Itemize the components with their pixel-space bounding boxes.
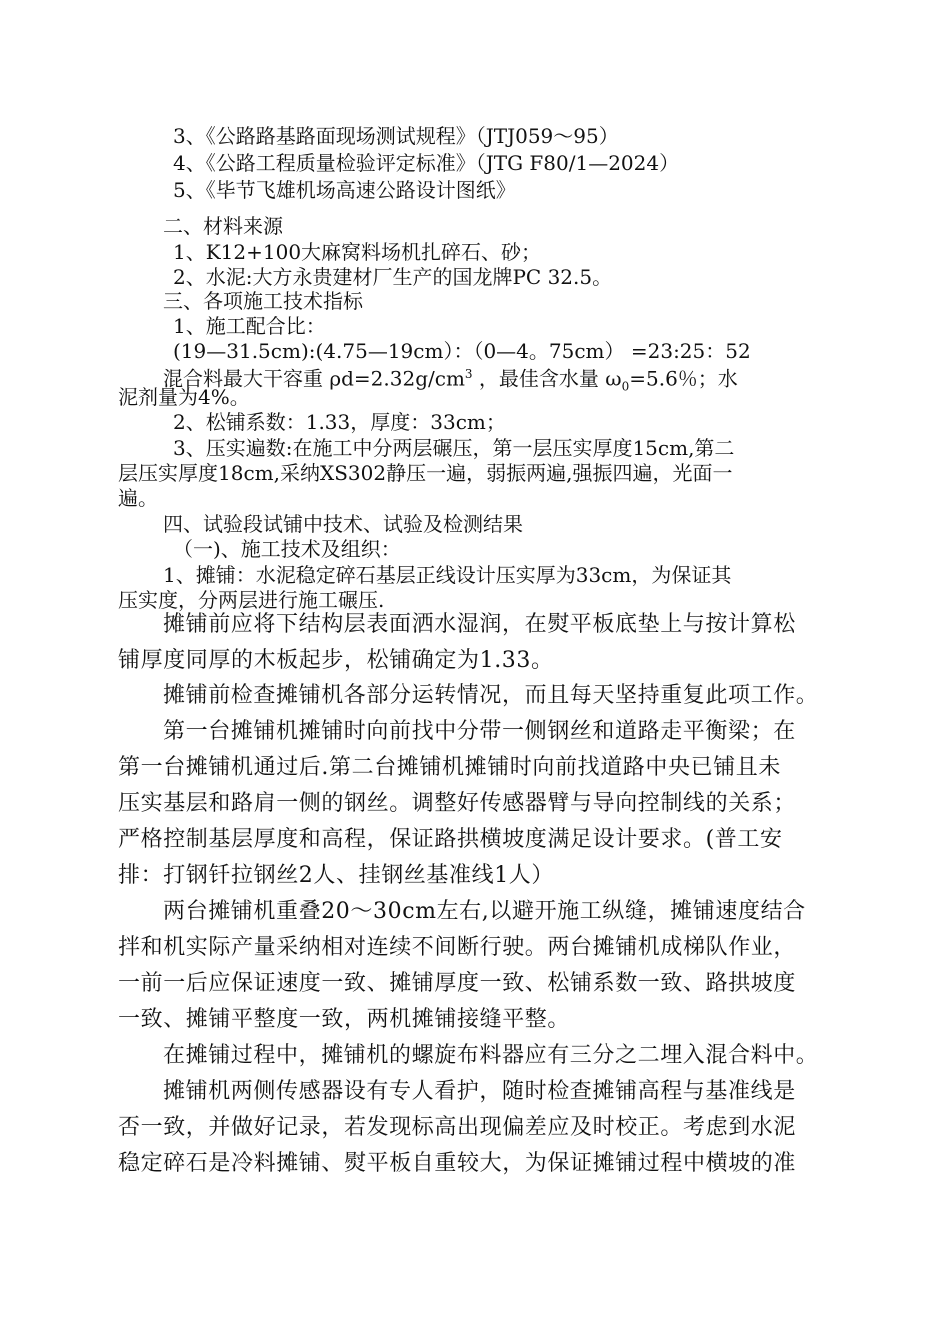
body-line: 摊铺前检查摊铺机各部分运转情况，而且每天坚持重复此项工作。 xyxy=(163,683,819,708)
mix-ratio-value: (19—31.5cm):(4.75—19cm）：（0—4。75cm） =23:25：52 xyxy=(173,339,751,363)
material-item: 1、K12+100大麻窝料场机扎碎石、砂； xyxy=(173,240,542,264)
cement-dosage-line: 泥剂量为4%。 xyxy=(118,385,250,409)
body-line: 排：打钢钎拉钢丝2人、挂钢丝基准线1人） xyxy=(118,863,554,888)
subsection-heading: （一)、施工技术及组织： xyxy=(173,537,401,561)
body-line: 摊铺机两侧传感器设有专人看护，随时检查摊铺高程与基准线是 xyxy=(163,1079,796,1104)
compaction-line: 遍。 xyxy=(118,486,158,510)
moisture-value: =5.6％；水 xyxy=(629,366,738,391)
moisture-text: ，最佳含水量 ω xyxy=(472,366,622,391)
density-superscript: 3 xyxy=(464,367,473,381)
density-text: 混合料最大干容重 ρd=2.32g/cm xyxy=(163,366,465,391)
reference-item: 4、《公路工程质量检验评定标准》（JTG F80/1—2024） xyxy=(173,151,680,175)
mix-ratio-title: 1、施工配合比： xyxy=(173,314,326,338)
paving-line: 压实度，分两层进行施工碾压. xyxy=(118,588,385,612)
paving-line: 1、摊铺：水泥稳定碎石基层正线设计压实厚为33cm，为保证其 xyxy=(163,563,732,587)
body-line: 稳定碎石是冷料摊铺、熨平板自重较大，为保证摊铺过程中横坡的准 xyxy=(118,1151,797,1176)
reference-item: 5、《毕节飞雄机场高速公路设计图纸》 xyxy=(173,178,516,202)
loose-factor-line: 2、松铺系数：1.33，厚度：33cm； xyxy=(173,410,506,434)
body-line: 第一台摊铺机通过后.第二台摊铺机摊铺时向前找道路中央已铺且未 xyxy=(118,755,781,780)
section-heading-trial: 四、试验段试铺中技术、试验及检测结果 xyxy=(163,512,523,536)
body-line: 拌和机实际产量采纳相对连续不间断行驶。两台摊铺机成梯队作业， xyxy=(118,935,797,960)
body-line: 一前一后应保证速度一致、摊铺厚度一致、松铺系数一致、路拱坡度 xyxy=(118,971,797,996)
body-line: 第一台摊铺机摊铺时向前找中分带一侧钢丝和道路走平衡梁；在 xyxy=(163,719,796,744)
body-line: 在摊铺过程中，摊铺机的螺旋布料器应有三分之二埋入混合料中。 xyxy=(163,1043,819,1068)
section-heading-materials: 二、材料来源 xyxy=(163,214,283,238)
section-heading-indicators: 三、各项施工技术指标 xyxy=(163,289,363,313)
reference-item: 3、《公路路基路面现场测试规程》（JTJ059～95） xyxy=(173,124,619,148)
body-line: 铺厚度同厚的木板起步，松铺确定为1.33。 xyxy=(118,648,554,673)
body-line: 压实基层和路肩一侧的钢丝。调整好传感器臂与导向控制线的关系； xyxy=(118,791,797,816)
body-line: 摊铺前应将下结构层表面洒水湿润，在熨平板底垫上与按计算松 xyxy=(163,612,796,637)
body-line: 两台摊铺机重叠20～30cm左右,以避开施工纵缝，摊铺速度结合 xyxy=(163,899,806,924)
material-item: 2、水泥:大方永贵建材厂生产的国龙牌PC 32.5。 xyxy=(173,265,613,289)
compaction-line: 层压实厚度18cm,采纳XS302静压一遍，弱振两遍,强振四遍，光面一 xyxy=(118,461,733,485)
compaction-line: 3、压实遍数:在施工中分两层碾压，第一层压实厚度15cm,第二 xyxy=(173,436,735,460)
body-line: 一致、摊铺平整度一致，两机摊铺接缝平整。 xyxy=(118,1007,571,1032)
body-line: 否一致，并做好记录，若发现标高出现偏差应及时校正。考虑到水泥 xyxy=(118,1115,797,1140)
body-line: 严格控制基层厚度和高程，保证路拱横坡度满足设计要求。(普工安 xyxy=(118,827,783,852)
moisture-subscript: 0 xyxy=(621,379,630,394)
